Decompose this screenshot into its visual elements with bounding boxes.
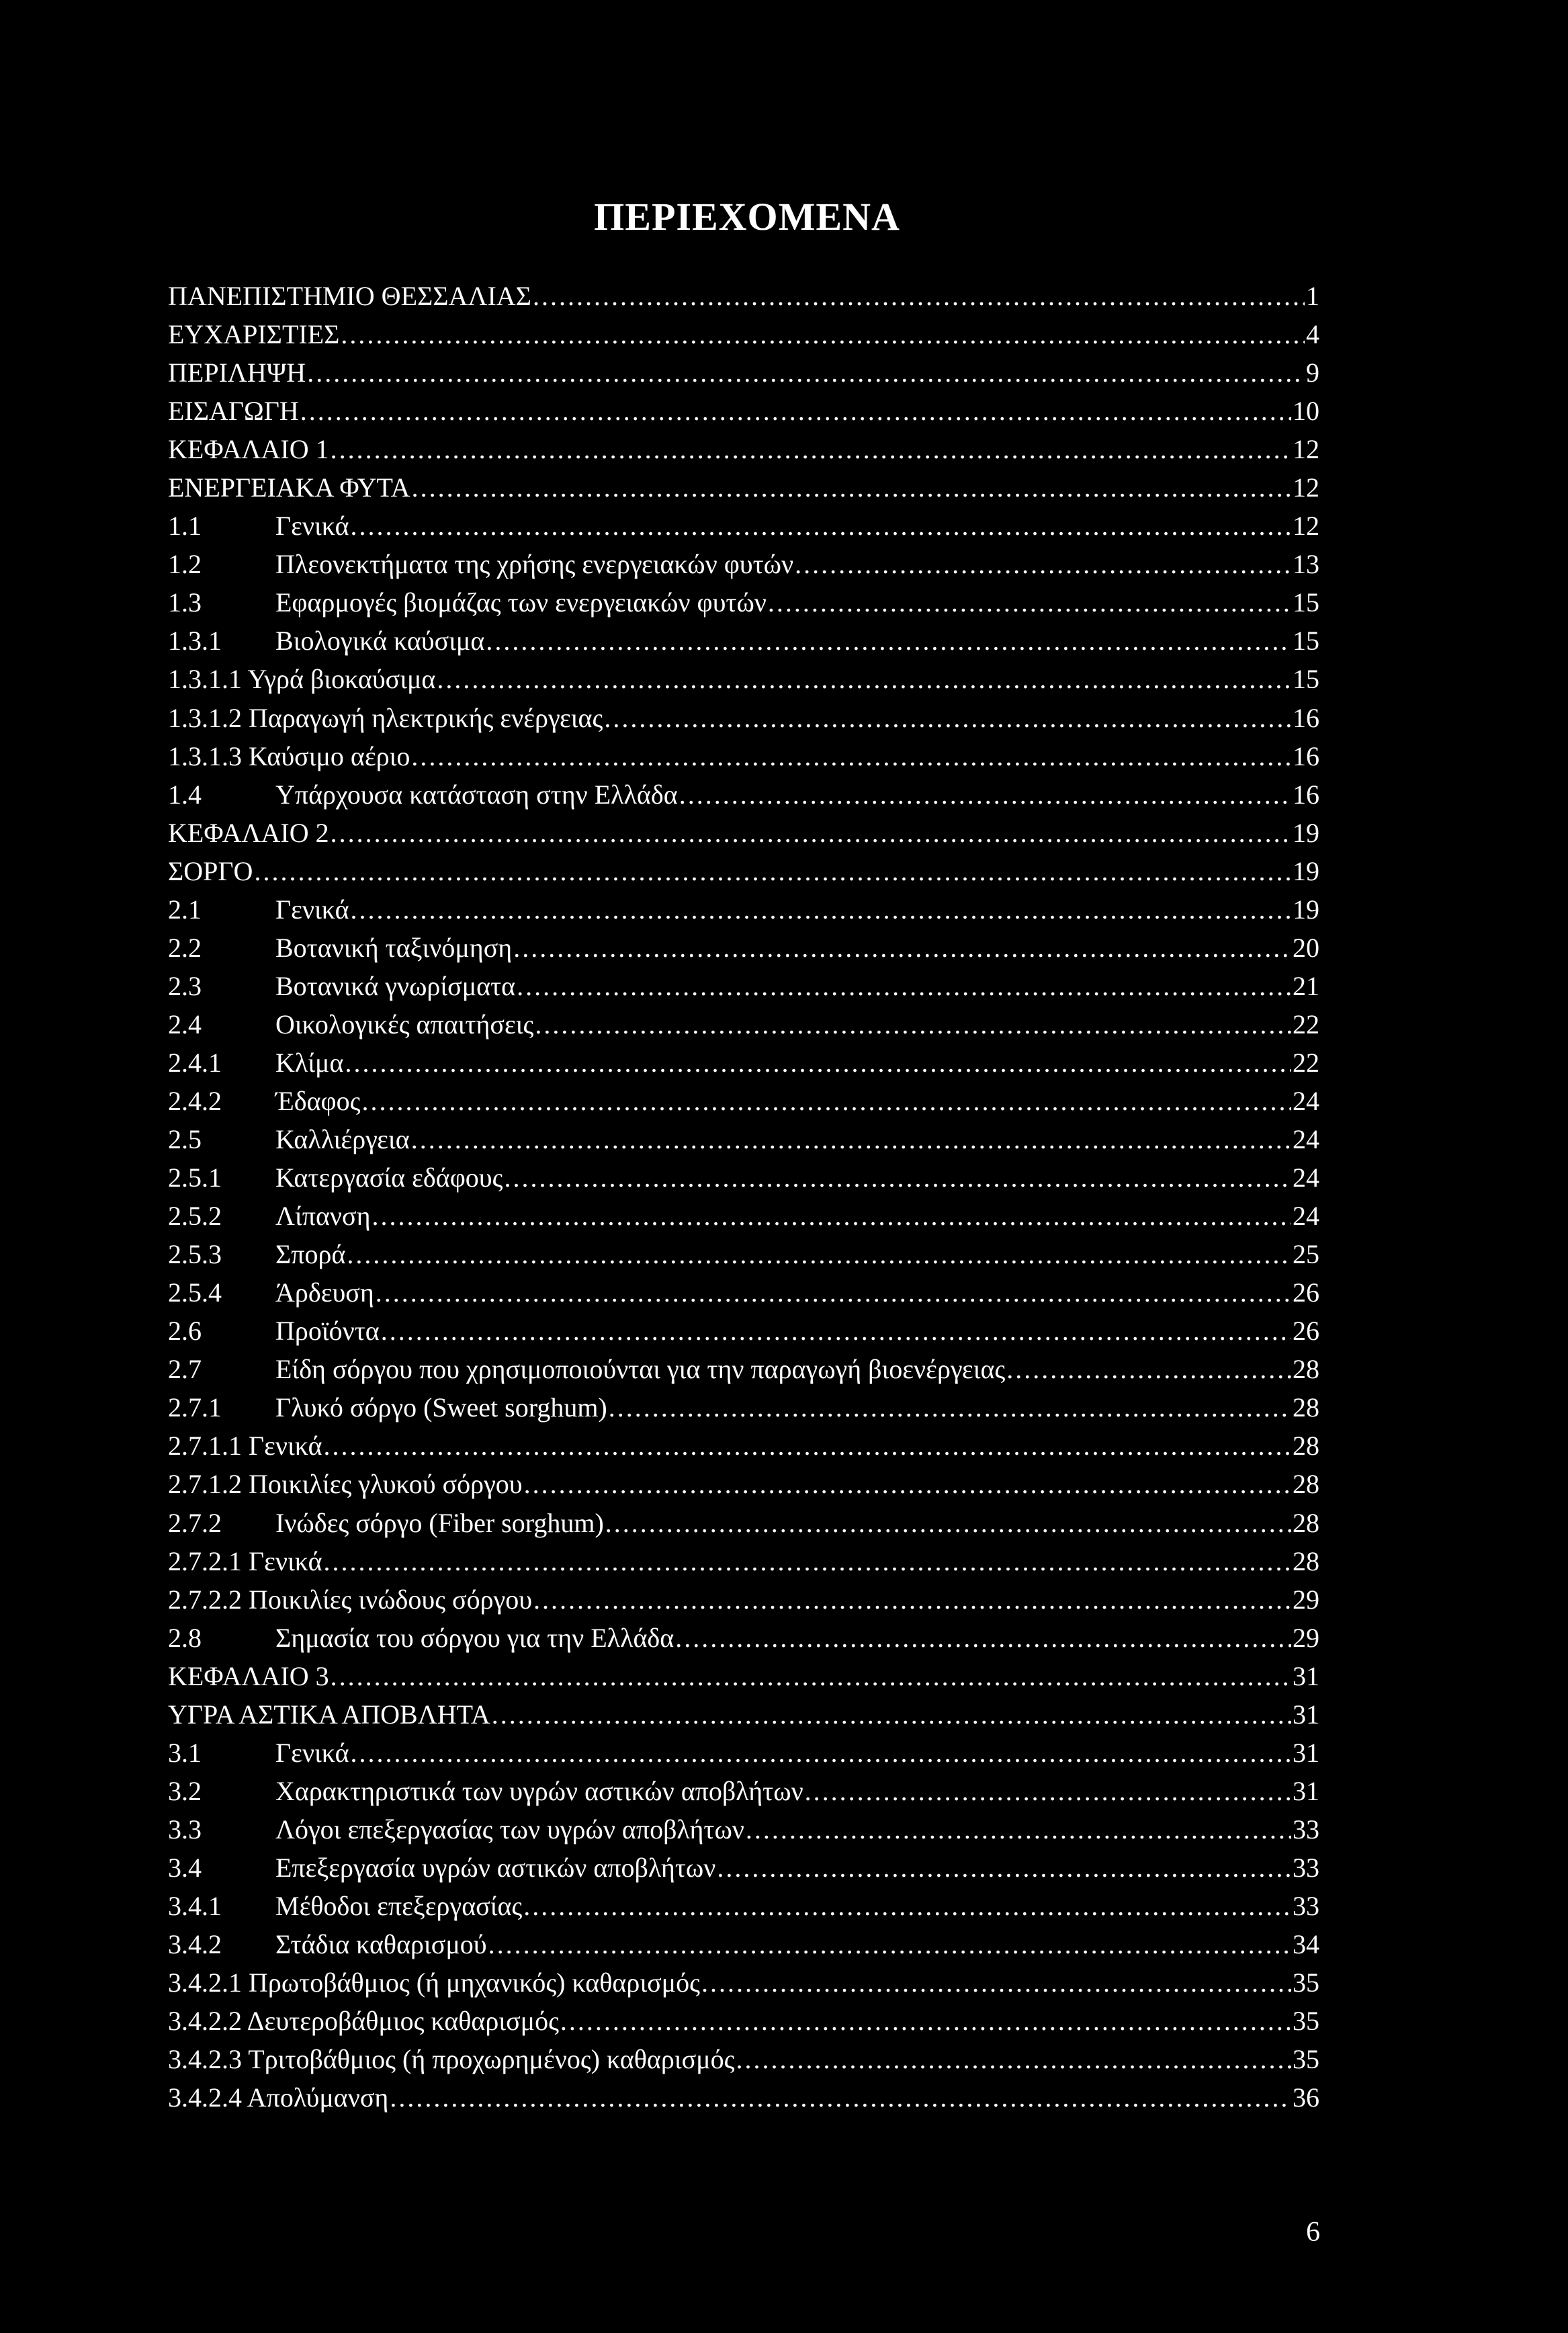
toc-entry-page: 33: [1291, 1849, 1319, 1887]
toc-entry[interactable]: [168, 2078, 1319, 2117]
toc-entry-text: [168, 583, 768, 622]
toc-entry[interactable]: [168, 890, 1319, 929]
toc-entry-number: 3.4: [168, 1852, 202, 1883]
toc-entry-text: [168, 1005, 535, 1044]
toc-entry[interactable]: [168, 1580, 1319, 1619]
toc-entry[interactable]: [168, 315, 1319, 353]
toc-entry-label: Λίπανση: [275, 1201, 371, 1232]
toc-entry-text: [168, 929, 513, 967]
toc-dot-leader: [331, 814, 1291, 852]
toc-entry-page: 28: [1291, 1542, 1319, 1580]
toc-entry-text: [168, 814, 331, 852]
toc-entry[interactable]: [168, 929, 1319, 967]
toc-entry-text: [168, 1925, 488, 1963]
toc-entry[interactable]: [168, 277, 1319, 315]
toc-entry-number: 3.3: [168, 1814, 202, 1844]
toc-dot-leader: [533, 277, 1305, 315]
toc-entry-text: [168, 1772, 805, 1810]
toc-entry-label: 2.7.2.2 Ποικιλίες ινώδους σόργου: [168, 1584, 533, 1615]
toc-entry-text: [168, 1887, 523, 1925]
toc-entry-label: 3.4.2.4 Απολύμανση: [168, 2082, 389, 2113]
toc-entry-text: [168, 1388, 609, 1427]
toc-entry-page: 28: [1291, 1465, 1319, 1503]
toc-entry-text: [168, 545, 795, 583]
toc-entry-text: [168, 430, 331, 468]
toc-entry-text: [168, 2078, 390, 2117]
toc-entry[interactable]: [168, 1734, 1319, 1772]
toc-dot-leader: [604, 699, 1291, 737]
toc-dot-leader: [768, 583, 1291, 622]
toc-entry-page: 4: [1305, 315, 1319, 353]
toc-entry[interactable]: [168, 1082, 1319, 1120]
toc-dot-leader: [523, 1887, 1291, 1925]
toc-entry-page: 29: [1291, 1580, 1319, 1619]
toc-entry-number: 2.5.2: [168, 1201, 222, 1232]
toc-entry-text: [168, 1044, 345, 1082]
toc-entry-label: Κλίμα: [275, 1047, 344, 1078]
toc-entry[interactable]: [168, 1044, 1319, 1082]
toc-dot-leader: [347, 1235, 1291, 1273]
toc-entry-label: Κατεργασία εδάφους: [275, 1162, 503, 1193]
toc-entry-text: [168, 1082, 361, 1120]
toc-dot-leader: [679, 775, 1291, 814]
toc-entry-page: 34: [1291, 1925, 1319, 1963]
toc-entry-page: 13: [1291, 545, 1319, 583]
toc-entry-number: 3.4.2: [168, 1929, 222, 1960]
toc-dot-leader: [341, 315, 1305, 353]
toc-dot-leader: [437, 660, 1291, 698]
toc-entry-text: [168, 1963, 701, 2002]
toc-entry-label: Επεξεργασία υγρών αστικών αποβλήτων: [275, 1852, 716, 1883]
toc-entry-label: 1.3.1.3 Καύσιμο αέριο: [168, 740, 410, 771]
toc-entry-number: 1.3: [168, 587, 202, 618]
toc-entry-page: 19: [1291, 814, 1319, 852]
toc-dot-leader: [486, 622, 1291, 660]
toc-entry-page: 33: [1291, 1810, 1319, 1849]
toc-entry-number: 2.7.1: [168, 1392, 222, 1423]
toc-dot-leader: [717, 1849, 1291, 1887]
toc-entry-label: Βοτανική ταξινόμηση: [275, 932, 513, 963]
toc-entry-label: ΕΝΕΡΓΕΙΑΚΑ ΦΥΤΑ: [168, 472, 410, 503]
toc-dot-leader: [324, 1542, 1291, 1580]
toc-entry[interactable]: [168, 430, 1319, 468]
toc-entry[interactable]: [168, 507, 1319, 545]
toc-entry-page: 20: [1291, 929, 1319, 967]
toc-entry-label: Βιολογικά καύσιμα: [275, 626, 485, 656]
toc-entry-text: [168, 1465, 524, 1503]
toc-dot-leader: [605, 1504, 1291, 1542]
toc-dot-leader: [411, 1120, 1291, 1158]
toc-entry-number: 3.4.1: [168, 1890, 222, 1921]
toc-entry-number: 2.5.3: [168, 1239, 222, 1270]
toc-dot-leader: [351, 1734, 1291, 1772]
toc-entry-page: 19: [1291, 890, 1319, 929]
toc-entry-page: 24: [1291, 1197, 1319, 1235]
toc-entry[interactable]: [168, 737, 1319, 775]
toc-entry-text: [168, 2002, 560, 2040]
toc-entry[interactable]: [168, 2002, 1319, 2040]
toc-dot-leader: [517, 967, 1291, 1005]
toc-dot-leader: [331, 430, 1291, 468]
toc-entry-page: 12: [1291, 507, 1319, 545]
toc-dot-leader: [504, 1158, 1291, 1197]
toc-dot-leader: [300, 392, 1291, 430]
toc-entry-page: 12: [1291, 430, 1319, 468]
toc-entry-label: 1.3.1.2 Παραγωγή ηλεκτρικής ενέργειας: [168, 702, 603, 733]
toc-entry-text: [168, 775, 679, 814]
toc-dot-leader: [746, 1810, 1291, 1849]
toc-entry-label: ΚΕΦΑΛΑΙΟ 2: [168, 817, 329, 848]
toc-entry-number: 2.7.2: [168, 1507, 222, 1538]
toc-dot-leader: [513, 929, 1291, 967]
toc-entry[interactable]: [168, 468, 1319, 507]
toc-entry-label: Εφαρμογές βιομάζας των ενεργειακών φυτών: [275, 587, 767, 618]
toc-entry[interactable]: [168, 353, 1319, 392]
toc-entry[interactable]: [168, 1235, 1319, 1273]
toc-entry-label: 2.7.1.2 Ποικιλίες γλυκού σόργου: [168, 1469, 523, 1500]
toc-dot-leader: [324, 1427, 1291, 1465]
toc-entry-label: 3.4.2.2 Δευτεροβάθμιος καθαρισμός: [168, 2006, 559, 2037]
toc-entry-page: 15: [1291, 622, 1319, 660]
toc-entry-text: [168, 1427, 324, 1465]
toc-dot-leader: [492, 1695, 1291, 1734]
toc-entry[interactable]: [168, 1810, 1319, 1849]
toc-entry-label: Έδαφος: [275, 1085, 361, 1116]
toc-entry-label: Υπάρχουσα κατάσταση στην Ελλάδα: [275, 779, 678, 810]
toc-entry-text: [168, 737, 411, 775]
toc-entry-page: 35: [1291, 2002, 1319, 2040]
toc-entry-page: 15: [1291, 660, 1319, 698]
toc-entry-label: 2.7.2.1 Γενικά: [168, 1545, 322, 1576]
toc-entry-label: Σημασία του σόργου για την Ελλάδα: [275, 1622, 674, 1653]
toc-entry-label: Χαρακτηριστικά των υγρών αστικών αποβλήτων: [275, 1775, 803, 1806]
toc-entry-text: [168, 1657, 331, 1695]
toc-entry-label: Λόγοι επεξεργασίας των υγρών αποβλήτων: [275, 1814, 744, 1844]
toc-entry-label: ΥΓΡΑ ΑΣΤΙΚΑ ΑΠΟΒΛΗΤΑ: [168, 1699, 490, 1730]
toc-list: [168, 277, 1319, 2117]
toc-entry-label: 1.3.1.1 Υγρά βιοκαύσιμα: [168, 664, 436, 695]
toc-entry-text: [168, 1849, 717, 1887]
toc-entry-text: [168, 1235, 347, 1273]
toc-entry-page: 35: [1291, 1963, 1319, 2002]
toc-entry-text: [168, 1197, 372, 1235]
toc-entry[interactable]: [168, 392, 1319, 430]
toc-dot-leader: [381, 1312, 1291, 1350]
toc-entry-label: Είδη σόργου που χρησιμοποιούνται για την παραγωγή βιοενέργειας: [275, 1354, 1006, 1385]
toc-entry-number: 2.8: [168, 1622, 202, 1653]
toc-dot-leader: [535, 1005, 1291, 1044]
toc-entry-page: 31: [1291, 1734, 1319, 1772]
toc-entry-page: 1: [1305, 277, 1319, 315]
toc-entry-page: 24: [1291, 1120, 1319, 1158]
toc-entry-text: [168, 353, 307, 392]
toc-dot-leader: [701, 1963, 1291, 2002]
toc-dot-leader: [805, 1772, 1291, 1810]
toc-entry-label: Άρδευση: [275, 1277, 374, 1308]
toc-entry[interactable]: [168, 1158, 1319, 1197]
toc-entry-page: 36: [1291, 2078, 1319, 2117]
toc-entry-text: [168, 1120, 411, 1158]
toc-entry[interactable]: [168, 1197, 1319, 1235]
toc-entry[interactable]: [168, 1849, 1319, 1887]
toc-dot-leader: [524, 1465, 1291, 1503]
toc-entry-label: Οικολογικές απαιτήσεις: [275, 1009, 534, 1040]
toc-entry-label: 3.4.2.3 Τριτοβάθμιος (ή προχωρημένος) καθαρισμός: [168, 2044, 735, 2075]
toc-entry-page: 26: [1291, 1312, 1319, 1350]
toc-entry-label: Προϊόντα: [275, 1316, 380, 1347]
toc-entry-number: 1.4: [168, 779, 202, 810]
toc-entry-number: 2.4.2: [168, 1085, 222, 1116]
toc-dot-leader: [675, 1619, 1291, 1657]
toc-entry-page: 22: [1291, 1044, 1319, 1082]
toc-entry-label: Πλεονεκτήματα της χρήσης ενεργειακών φυτών: [275, 549, 794, 580]
toc-entry-page: 31: [1291, 1657, 1319, 1695]
toc-entry-text: [168, 1810, 746, 1849]
page-title: ΠΕΡΙΕΧΟΜΕΝΑ: [594, 195, 900, 239]
toc-dot-leader: [254, 852, 1291, 890]
toc-entry-label: 3.4.2.1 Πρωτοβάθμιος (ή μηχανικός) καθαρισμός: [168, 1967, 700, 1998]
toc-dot-leader: [376, 1273, 1291, 1312]
toc-dot-leader: [412, 468, 1291, 507]
toc-entry-number: 1.2: [168, 549, 202, 580]
toc-entry-page: 26: [1291, 1273, 1319, 1312]
toc-entry-text: [168, 622, 486, 660]
toc-entry-page: 12: [1291, 468, 1319, 507]
toc-entry-number: 2.2: [168, 932, 202, 963]
toc-entry[interactable]: [168, 1695, 1319, 1734]
toc-entry-label: Μέθοδοι επεξεργασίας: [275, 1890, 523, 1921]
toc-entry-page: 16: [1291, 775, 1319, 814]
toc-entry[interactable]: [168, 1388, 1319, 1427]
toc-entry-label: ΕΥΧΑΡΙΣΤΙΕΣ: [168, 319, 340, 350]
toc-entry-text: [168, 468, 412, 507]
toc-entry[interactable]: [168, 1772, 1319, 1810]
toc-entry[interactable]: [168, 775, 1319, 814]
toc-entry[interactable]: [168, 1350, 1319, 1388]
toc-entry-text: [168, 1695, 492, 1734]
toc-entry-page: 28: [1291, 1427, 1319, 1465]
toc-entry-number: 3.1: [168, 1737, 202, 1768]
toc-dot-leader: [390, 2078, 1291, 2117]
toc-entry[interactable]: [168, 1657, 1319, 1695]
toc-entry-text: [168, 1580, 533, 1619]
toc-entry-text: [168, 1273, 376, 1312]
toc-entry[interactable]: [168, 1504, 1319, 1542]
toc-entry-page: 35: [1291, 2040, 1319, 2078]
toc-entry-label: ΚΕΦΑΛΑΙΟ 3: [168, 1660, 329, 1691]
toc-entry-number: 2.4: [168, 1009, 202, 1040]
toc-entry-label: Βοτανικά γνωρίσματα: [275, 970, 516, 1001]
toc-entry-label: ΚΕΦΑΛΑΙΟ 1: [168, 434, 329, 465]
toc-entry-text: [168, 852, 254, 890]
toc-entry-text: [168, 315, 341, 353]
toc-entry-text: [168, 1619, 675, 1657]
toc-entry-label: Γενικά: [275, 1737, 349, 1768]
toc-dot-leader: [411, 737, 1291, 775]
toc-entry-text: [168, 1542, 324, 1580]
toc-entry-label: ΠΕΡΙΛΗΨΗ: [168, 357, 306, 388]
toc-dot-leader: [307, 353, 1305, 392]
toc-entry-label: ΠΑΝΕΠΙΣΤΗΜΙΟ ΘΕΣΣΑΛΙΑΣ: [168, 281, 531, 311]
toc-entry-page: 31: [1291, 1772, 1319, 1810]
toc-entry[interactable]: [168, 1925, 1319, 1963]
toc-entry-text: [168, 1734, 351, 1772]
toc-entry-text: [168, 1158, 504, 1197]
toc-entry-label: Σπορά: [275, 1239, 346, 1270]
toc-dot-leader: [345, 1044, 1291, 1082]
toc-entry-page: 25: [1291, 1235, 1319, 1273]
toc-entry[interactable]: [168, 1120, 1319, 1158]
toc-entry[interactable]: [168, 1005, 1319, 1044]
toc-entry-label: Γενικά: [275, 894, 349, 925]
toc-dot-leader: [795, 545, 1291, 583]
toc-dot-leader: [533, 1580, 1291, 1619]
toc-entry-label: ΣΟΡΓΟ: [168, 855, 253, 886]
toc-entry-label: Στάδια καθαρισμού: [275, 1929, 487, 1960]
toc-entry-text: [168, 967, 517, 1005]
toc-entry[interactable]: [168, 2040, 1319, 2078]
toc-entry-number: 1.1: [168, 511, 202, 542]
toc-entry-page: 9: [1305, 353, 1319, 392]
toc-entry-page: 21: [1291, 967, 1319, 1005]
toc-entry-number: 1.3.1: [168, 626, 222, 656]
toc-entry-page: 24: [1291, 1082, 1319, 1120]
toc-entry-label: Γλυκό σόργο (Sweet sorghum): [275, 1392, 607, 1423]
toc-entry-page: 28: [1291, 1388, 1319, 1427]
toc-entry-text: [168, 1312, 381, 1350]
toc-dot-leader: [351, 507, 1291, 545]
toc-entry[interactable]: [168, 622, 1319, 660]
toc-dot-leader: [351, 890, 1291, 929]
toc-entry[interactable]: [168, 1542, 1319, 1580]
toc-entry-label: Ινώδες σόργο (Fiber sorghum): [275, 1507, 604, 1538]
toc-entry-text: [168, 660, 437, 698]
toc-entry-number: 3.2: [168, 1775, 202, 1806]
toc-entry-number: 2.5.1: [168, 1162, 222, 1193]
toc-entry[interactable]: [168, 583, 1319, 622]
toc-entry[interactable]: [168, 1619, 1319, 1657]
toc-dot-leader: [372, 1197, 1291, 1235]
toc-entry-page: 22: [1291, 1005, 1319, 1044]
toc-entry-number: 2.4.1: [168, 1047, 222, 1078]
toc-dot-leader: [736, 2040, 1291, 2078]
toc-dot-leader: [488, 1925, 1291, 1963]
toc-entry-page: 24: [1291, 1158, 1319, 1197]
toc-entry[interactable]: [168, 852, 1319, 890]
page-number: 6: [1306, 2217, 1320, 2248]
toc-entry-page: 19: [1291, 852, 1319, 890]
toc-entry-label: Γενικά: [275, 511, 349, 542]
toc-entry[interactable]: [168, 1963, 1319, 2002]
toc-entry[interactable]: [168, 814, 1319, 852]
toc-entry-number: 2.5: [168, 1124, 202, 1155]
toc-entry[interactable]: [168, 660, 1319, 698]
toc-entry-text: [168, 699, 604, 737]
toc-entry-page: 28: [1291, 1504, 1319, 1542]
toc-entry-page: 15: [1291, 583, 1319, 622]
toc-dot-leader: [1006, 1350, 1291, 1388]
toc-entry-text: [168, 507, 351, 545]
toc-entry[interactable]: [168, 1465, 1319, 1503]
toc-entry-text: [168, 1350, 1006, 1388]
toc-entry-label: ΕΙΣΑΓΩΓΗ: [168, 396, 299, 427]
toc-dot-leader: [331, 1657, 1291, 1695]
toc-entry[interactable]: [168, 699, 1319, 737]
toc-entry-text: [168, 890, 351, 929]
toc-entry[interactable]: [168, 1427, 1319, 1465]
toc-entry-label: 2.7.1.1 Γενικά: [168, 1431, 322, 1461]
toc-entry-text: [168, 277, 533, 315]
toc-entry-page: 31: [1291, 1695, 1319, 1734]
toc-entry-text: [168, 1504, 605, 1542]
toc-entry-page: 16: [1291, 699, 1319, 737]
toc-entry-text: [168, 392, 300, 430]
toc-dot-leader: [609, 1388, 1291, 1427]
toc-entry-page: 33: [1291, 1887, 1319, 1925]
toc-entry[interactable]: [168, 1887, 1319, 1925]
toc-entry-label: Καλλιέργεια: [275, 1124, 410, 1155]
toc-entry-page: 16: [1291, 737, 1319, 775]
toc-entry-number: 2.3: [168, 970, 202, 1001]
toc-entry[interactable]: [168, 967, 1319, 1005]
toc-entry[interactable]: [168, 545, 1319, 583]
toc-entry-page: 29: [1291, 1619, 1319, 1657]
toc-entry-text: [168, 2040, 736, 2078]
toc-entry[interactable]: [168, 1273, 1319, 1312]
toc-entry-number: 2.7: [168, 1354, 202, 1385]
toc-dot-leader: [560, 2002, 1291, 2040]
toc-entry-number: 2.1: [168, 894, 202, 925]
toc-entry-number: 2.6: [168, 1316, 202, 1347]
toc-entry-page: 10: [1291, 392, 1319, 430]
toc-dot-leader: [361, 1082, 1291, 1120]
toc-entry-page: 28: [1291, 1350, 1319, 1388]
toc-entry-number: 2.5.4: [168, 1277, 222, 1308]
toc-entry[interactable]: [168, 1312, 1319, 1350]
